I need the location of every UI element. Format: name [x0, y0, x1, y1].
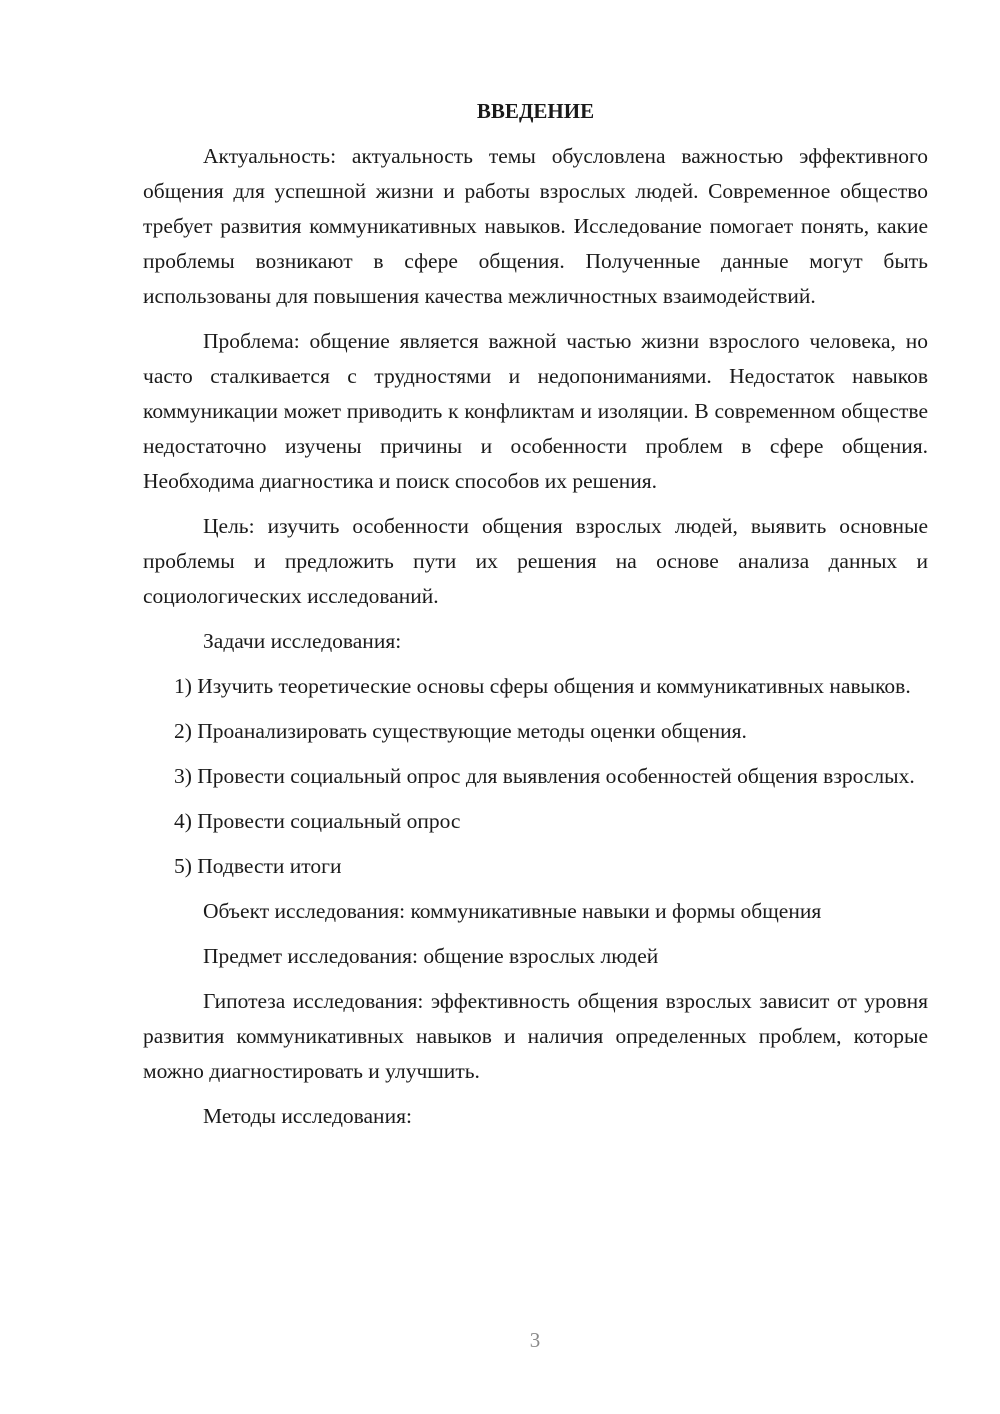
problem-paragraph: Проблема: общение является важной частью жизни взрослого человека, но часто сталкивается с трудностями и недопониманиями. Недостаток навыков коммуникации может приводить к конфликтам и изоляции. В современном обществе недостаточно изучены причины и особенности проблем в сфере общения. Необходима диагностика и поиск способов их решения.	[143, 329, 928, 493]
goal-paragraph: Цель: изучить особенности общения взрослых людей, выявить основные проблемы и предложить пути их решения на основе анализа данных и социологических исследований.	[143, 514, 928, 608]
page-number: 3	[529, 1328, 541, 1352]
task-item-1: 1) Изучить теоретические основы сферы общения и коммуникативных навыков.	[174, 674, 911, 698]
page-body	[143, 94, 928, 1144]
relevance-paragraph: Актуальность: актуальность темы обусловлена важностью эффективного общения для успешной жизни и работы взрослых людей. Современное общество требует развития коммуникативных навыков. Исследование помогает понять, какие проблемы возникают в сфере общения. Полученные данные могут быть использованы для повышения качества межличностных взаимодействий.	[143, 144, 928, 308]
research-hypothesis: Гипотеза исследования: эффективность общения взрослых зависит от уровня развития коммуникативных навыков и наличия определенных проблем, которые можно диагностировать и улучшить.	[143, 989, 928, 1083]
research-object: Объект исследования: коммуникативные навыки и формы общения	[203, 899, 822, 923]
task-item-4: 4) Провести социальный опрос	[174, 809, 461, 833]
tasks-heading: Задачи исследования:	[203, 629, 402, 653]
task-item-3: 3) Провести социальный опрос для выявления особенностей общения взрослых.	[174, 764, 915, 788]
section-title: ВВЕДЕНИЕ	[476, 99, 595, 123]
research-subject: Предмет исследования: общение взрослых людей	[203, 944, 659, 968]
task-item-5: 5) Подвести итоги	[174, 854, 342, 878]
methods-heading: Методы исследования:	[203, 1104, 412, 1128]
task-item-2: 2) Проанализировать существующие методы оценки общения.	[174, 719, 747, 743]
